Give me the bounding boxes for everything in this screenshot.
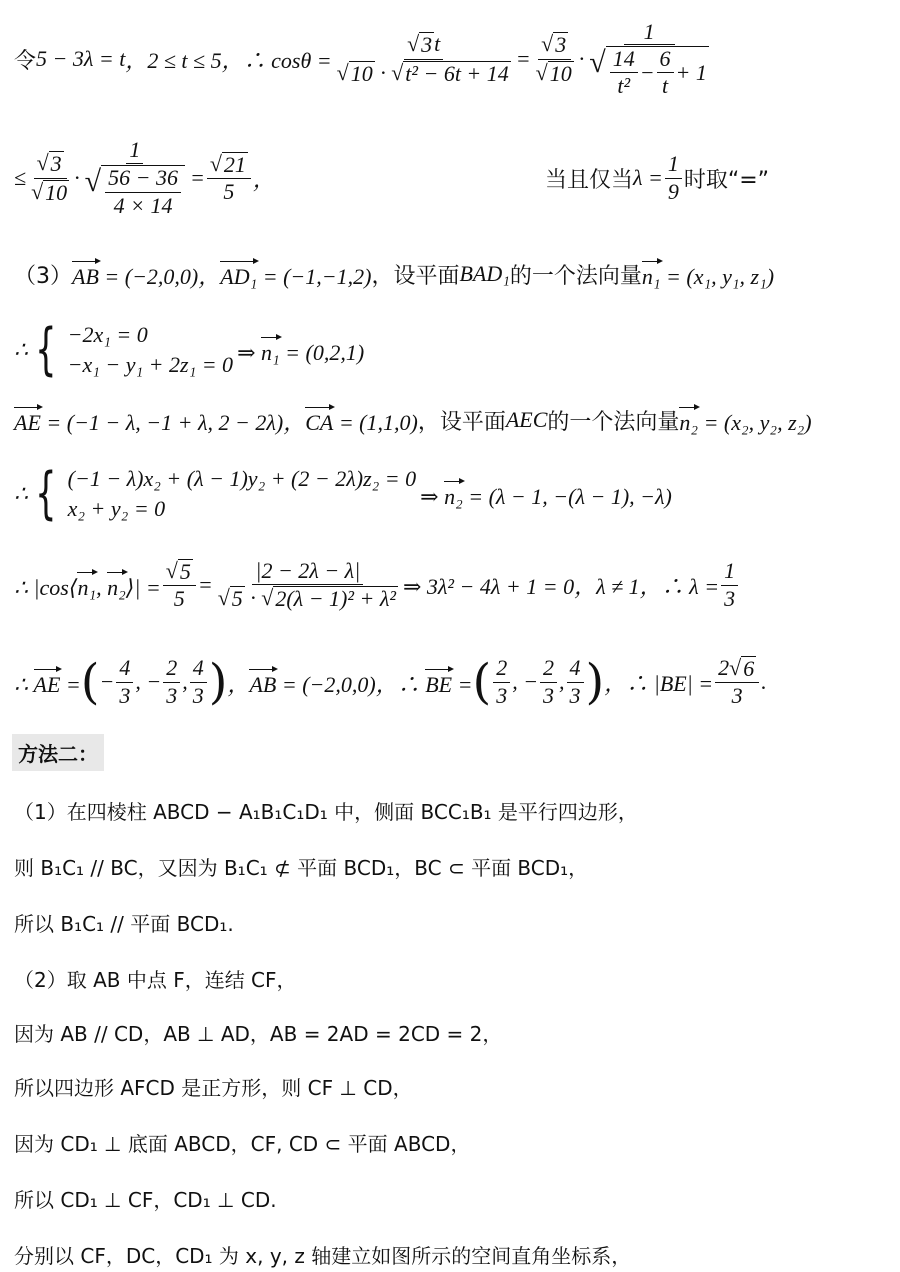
cos-theta-label: ，∴ cosθ = bbox=[221, 47, 332, 73]
method2-line-2: 则 B₁C₁ // BC，又因为 B₁C₁ ⊄ 平面 BCD₁，BC ⊂ 平面 BCD₁， bbox=[14, 855, 589, 880]
equality-note: 当且仅当 bbox=[544, 167, 633, 193]
formula-line-1: 令 5 − 3λ = t ，2 ≤ t ≤ 5 ，∴ cosθ = √ 3 t √ 10 · √ t² − 6t + 14 = √ 3 √ 10 · 1 √ $\frac{14}{\text{t²}}$ − $\frac{6}{t}$ + 1 bbox=[14, 14, 886, 104]
fraction-cos-1: √ 3 t √ 10 · √ t² − 6t + 14 bbox=[336, 31, 509, 86]
formula-line-7: ∴ |cos⟨n₁, n₂⟩| = √ 5 5 = |2 − 2λ − λ| √ 5 · √ 2(λ − 1)² + λ² ⇒ 3λ² − 4λ + 1 = 0，λ ≠ 1，∴ λ = $\frac{1}{3}$ bbox=[14, 545, 886, 625]
formula-line-2: ≤ √ 3 √ 10 · 1 √ $\frac{56 - 36}{4 \times 14}$ = √ 21 5 ， 当且仅当 λ = $\frac{1}{9}$ 时取“=” bbox=[14, 137, 770, 218]
fraction-sqrt3-sqrt10: √ 3 √ 10 bbox=[535, 31, 572, 86]
method2-line-3: 所以 B₁C₁ // 平面 BCD₁. bbox=[14, 911, 234, 936]
fraction-sqrt3-sqrt10-b: √ 3 √ 10 bbox=[31, 150, 68, 205]
method2-line-5: 因为 AB // CD，AB ⊥ AD，AB = 2AD = 2CD = 2， bbox=[14, 1021, 503, 1046]
substitution: 5 − 3λ = t bbox=[36, 46, 126, 71]
range: ，2 ≤ t ≤ 5 bbox=[125, 47, 222, 73]
system-2: ∴ { (−1 − λ)x₂ + (λ − 1)y₂ + (2 − 2λ)z₂ = 0 x₂ + y₂ = 0 ⇒ n₂ = (λ − 1, −(λ − 1), −λ) bbox=[14, 461, 672, 526]
method2-line-9: 分别以 CF，DC，CD₁ 为 x, y, z 轴建立如图所示的空间直角坐标系， bbox=[14, 1243, 632, 1268]
method2-line-7: 因为 CD₁ ⊥ 底面 ABCD，CF, CD ⊂ 平面 ABCD， bbox=[14, 1131, 471, 1156]
formula-line-8: ∴ AE = ( − $\frac{4}{3}$ , − $\frac{2}{3}$ , $\frac{4}{3}$ ) ，AB = (−2,0,0)，∴ BE = ( $\frac{2}{3}$ , − $\frac{2}{3}$ , $\frac{4}{3}$ ) ，∴ |BE| = 2 √ 6 3 . bbox=[14, 654, 767, 710]
fraction-sqrt21-5: √ 21 5 bbox=[207, 152, 251, 204]
method2-line-4: （2）取 AB 中点 F，连结 CF， bbox=[14, 967, 297, 992]
formula-line-3: （3） AB = (−2,0,0)，AD₁ = (−1,−1,2) ，设平面 BAD₁ 的一个法向量 n₁ = (x₁, y₁, z₁) bbox=[14, 252, 886, 296]
method2-line-1: （1）在四棱柱 ABCD − A₁B₁C₁D₁ 中，侧面 BCC₁B₁ 是平行四边形， bbox=[14, 799, 638, 824]
fraction-bound: 1 √ $\frac{56 - 36}{4 \times 14}$ bbox=[82, 138, 188, 218]
text-ling: 令 bbox=[14, 48, 37, 74]
formula-line-5: AE = (−1 − λ, −1 + λ, 2 − 2λ)，CA = (1,1,0) ，设平面 AEC 的一个法向量 n₂ = (x₂, y₂, z₂) bbox=[14, 398, 886, 442]
fraction-one-over-root: 1 √ $\frac{14}{\text{t²}}$ − $\frac{6}{t}$ + 1 bbox=[589, 18, 707, 99]
system-1: ∴ { −2x₁ = 0 −x₁ − y₁ + 2z₁ = 0 ⇒ n₁ = (0,2,1) bbox=[14, 317, 365, 382]
method-two-heading: 方法二： bbox=[12, 734, 104, 771]
method2-line-8: 所以 CD₁ ⊥ CF，CD₁ ⊥ CD. bbox=[14, 1187, 277, 1212]
method2-line-6: 所以四边形 AFCD 是正方形，则 CF ⊥ CD， bbox=[14, 1075, 413, 1100]
